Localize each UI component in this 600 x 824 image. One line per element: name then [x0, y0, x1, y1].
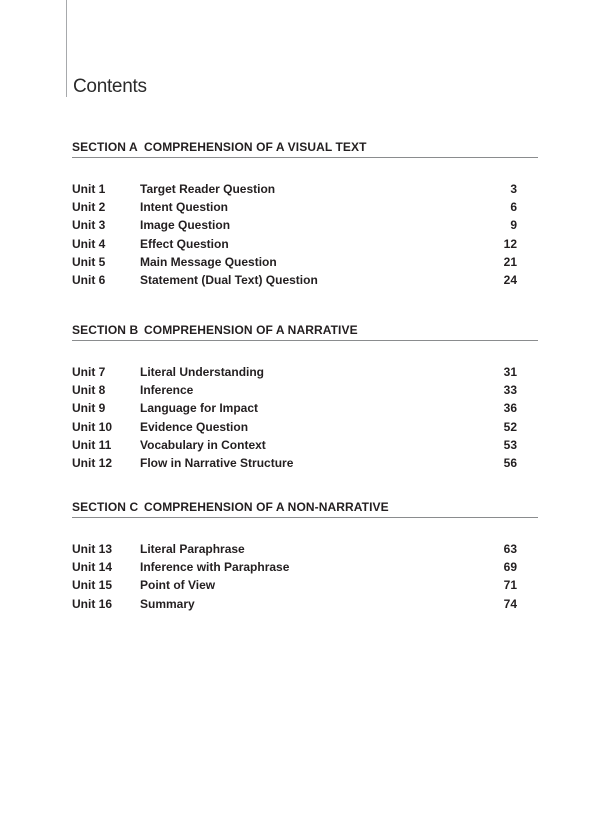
table-row	[72, 235, 538, 253]
table-row	[72, 576, 538, 594]
toc-section-b	[72, 323, 538, 472]
section-rule	[72, 517, 538, 518]
unit-title: Inference	[140, 383, 194, 398]
unit-label: Unit 16	[72, 596, 113, 611]
table-row	[72, 454, 538, 472]
section-label: SECTION A	[72, 140, 138, 154]
section-label: SECTION B	[72, 323, 139, 337]
unit-label: Unit 13	[72, 542, 113, 556]
unit-page-number: 33	[503, 383, 517, 398]
table-row	[72, 436, 538, 454]
unit-title: Evidence Question	[140, 419, 249, 434]
unit-title: Language for Impact	[140, 401, 259, 416]
toc-section-a	[72, 140, 538, 289]
unit-title: Image Question	[140, 218, 231, 233]
unit-page-number: 24	[503, 273, 517, 288]
section-rule	[72, 340, 538, 341]
unit-title: Literal Paraphrase	[140, 542, 245, 556]
unit-label: Unit 3	[72, 218, 106, 233]
section-heading	[72, 500, 538, 514]
unit-label: Unit 2	[72, 200, 106, 215]
unit-title: Statement (Dual Text) Question	[140, 273, 318, 288]
unit-page-number: 52	[503, 419, 517, 434]
unit-page-number: 31	[503, 365, 517, 379]
table-row	[72, 558, 538, 576]
unit-page-number: 56	[503, 456, 517, 471]
table-row	[72, 198, 538, 216]
toc-rows	[72, 363, 538, 472]
unit-title: Literal Understanding	[140, 365, 265, 379]
unit-title: Inference with Paraphrase	[140, 560, 290, 575]
unit-page-number: 6	[510, 200, 517, 215]
table-row	[72, 540, 538, 558]
unit-label: Unit 6	[72, 273, 106, 288]
unit-label: Unit 12	[72, 456, 113, 471]
unit-label: Unit 1	[72, 182, 106, 196]
unit-label: Unit 8	[72, 383, 106, 398]
table-row	[72, 253, 538, 271]
unit-label: Unit 10	[72, 419, 113, 434]
unit-title: Summary	[140, 596, 195, 611]
table-row	[72, 363, 538, 381]
unit-title: Vocabulary in Context	[140, 437, 266, 452]
unit-page-number: 63	[503, 542, 517, 556]
unit-label: Unit 15	[72, 578, 113, 593]
unit-label: Unit 5	[72, 254, 106, 269]
unit-page-number: 69	[503, 560, 517, 575]
section-heading	[72, 323, 538, 337]
unit-label: Unit 4	[72, 236, 106, 251]
unit-page-number: 12	[503, 236, 517, 251]
toc-rows	[72, 180, 538, 289]
table-row	[72, 180, 538, 198]
section-title: COMPREHENSION OF A NON-NARRATIVE	[144, 500, 389, 514]
unit-page-number: 3	[510, 182, 517, 196]
unit-page-number: 74	[503, 596, 517, 611]
section-label: SECTION C	[72, 500, 139, 514]
page-title: Contents	[73, 76, 147, 97]
unit-page-number: 21	[503, 254, 517, 269]
section-title: COMPREHENSION OF A VISUAL TEXT	[144, 140, 367, 154]
unit-title: Target Reader Question	[140, 182, 276, 196]
unit-page-number: 36	[503, 401, 517, 416]
unit-label: Unit 7	[72, 365, 106, 379]
unit-page-number: 53	[503, 437, 517, 452]
unit-label: Unit 9	[72, 401, 106, 416]
unit-title: Point of View	[140, 578, 216, 593]
vertical-margin-rule	[66, 0, 67, 97]
table-row	[72, 418, 538, 436]
unit-title: Main Message Question	[140, 254, 277, 269]
section-title: COMPREHENSION OF A NARRATIVE	[144, 323, 358, 337]
toc-section-c	[72, 500, 538, 613]
unit-title: Intent Question	[140, 200, 228, 215]
unit-page-number: 9	[510, 218, 517, 233]
table-row	[72, 216, 538, 234]
table-row	[72, 399, 538, 417]
unit-title: Effect Question	[140, 236, 229, 251]
unit-title: Flow in Narrative Structure	[140, 456, 294, 471]
section-rule	[72, 157, 538, 158]
table-row	[72, 381, 538, 399]
table-row	[72, 595, 538, 613]
toc-rows	[72, 540, 538, 613]
unit-label: Unit 14	[72, 560, 113, 575]
unit-page-number: 71	[503, 578, 517, 593]
table-row	[72, 271, 538, 289]
unit-label: Unit 11	[72, 437, 112, 452]
section-heading	[72, 140, 538, 154]
